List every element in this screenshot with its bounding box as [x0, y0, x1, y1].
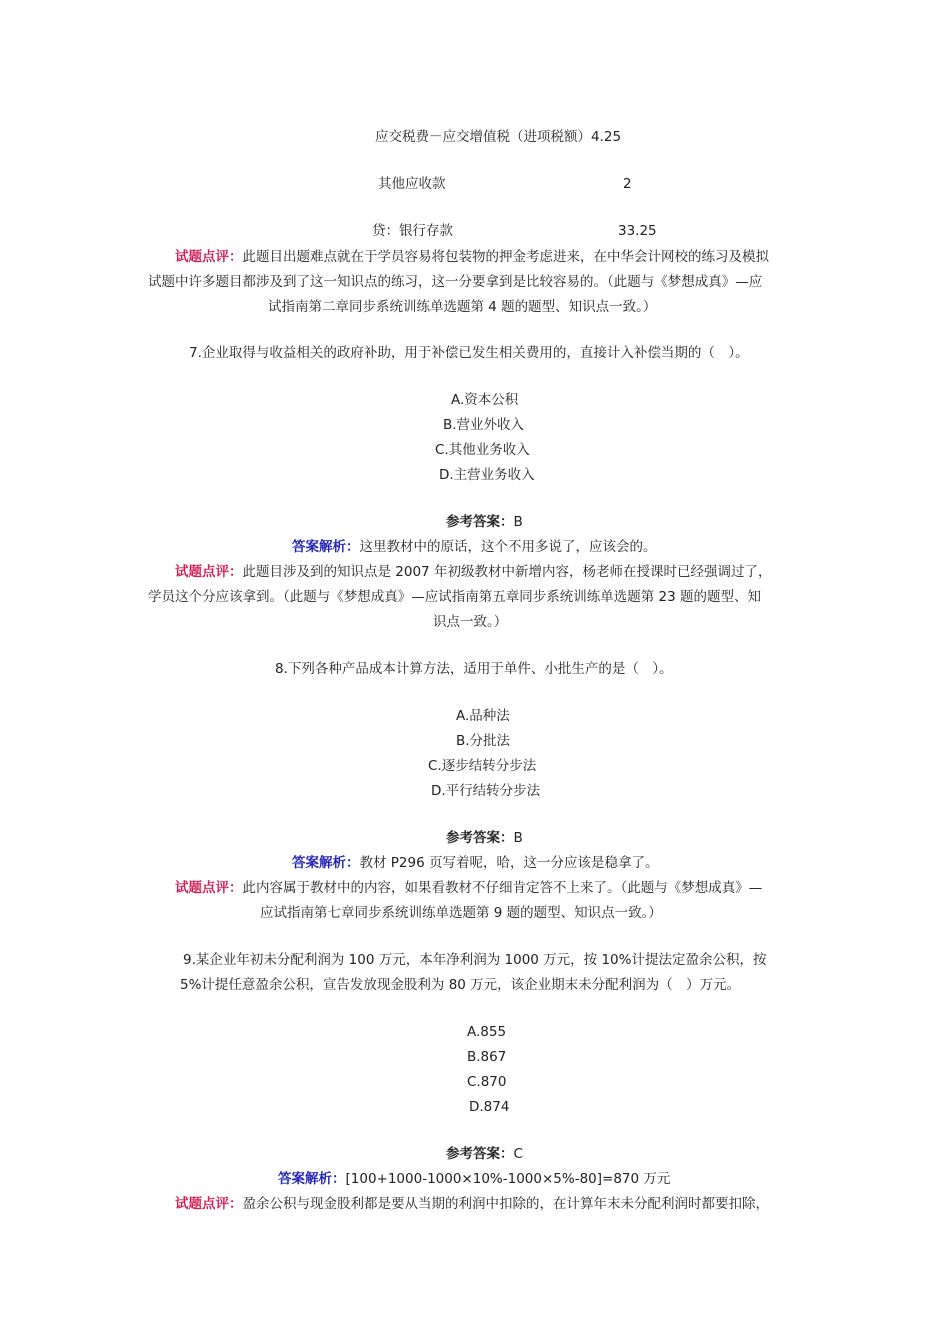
q9-question-line-2: 5%计提任意盈余公积，宣告发放现金股利为 80 万元，该企业期末未分配利润为（ ）万元。 [180, 977, 741, 993]
analysis-text: 教材 P296 页写着呢，哈，这一分应该是稳拿了。 [359, 855, 659, 871]
q8-comment-line-2: 应试指南第七章同步系统训练单选题第 9 题的题型、知识点一致。） [260, 905, 662, 921]
entry-account-2: 其他应收款 [378, 176, 446, 192]
q7-answer [446, 512, 523, 532]
comment-text: 此题目出题难点就在于学员容易将包装物的押金考虑进来，在中华会计网校的练习及模拟 [242, 249, 769, 265]
q7-option-a: A.资本公积 [451, 392, 519, 408]
q8-option-d: D.平行结转分步法 [431, 783, 541, 799]
q8-option-c: C.逐步结转分步法 [428, 758, 537, 774]
q6-comment-line-3: 试指南第二章同步系统训练单选题第 4 题的题型、知识点一致。） [268, 299, 657, 315]
q9-analysis [278, 1169, 670, 1189]
q7-question: 7.企业取得与收益相关的政府补助，用于补偿已发生相关费用的，直接计入补偿当期的（ ）。 [189, 345, 749, 361]
analysis-label: 答案解析： [278, 1171, 346, 1187]
q9-option-b: B.867 [467, 1049, 507, 1065]
q9-option-a: A.855 [467, 1024, 507, 1040]
comment-text: 此内容属于教材中的内容，如果看教材不仔细肯定答不上来了。（此题与《梦想成真》— [242, 880, 763, 896]
q7-comment-line-1 [175, 562, 771, 582]
q9-answer [446, 1144, 523, 1164]
comment-label: 试题点评： [175, 564, 243, 580]
analysis-text: 这里教材中的原话，这个不用多说了，应该会的。 [359, 539, 657, 555]
q7-comment-line-2: 学员这个分应该拿到。（此题与《梦想成真》—应试指南第五章同步系统训练单选题第 23 题的题型、知 [148, 589, 762, 605]
q9-option-c: C.870 [467, 1074, 507, 1090]
q8-analysis [292, 853, 659, 873]
comment-label: 试题点评： [175, 249, 243, 265]
q8-answer [446, 828, 523, 848]
q8-question: 8.下列各种产品成本计算方法，适用于单件、小批生产的是（ ）。 [275, 661, 673, 677]
q9-question-line-1: 9.某企业年初未分配利润为 100 万元，本年净利润为 1000 万元，按 10%计提法定盈余公积，按 [183, 952, 767, 968]
q8-option-b: B.分批法 [456, 733, 511, 749]
answer-value: B [513, 830, 523, 846]
analysis-text: [100+1000-1000×10%-1000×5%-80]=870 万元 [345, 1171, 671, 1187]
q9-option-d: D.874 [469, 1099, 510, 1115]
analysis-label: 答案解析： [292, 539, 360, 555]
entry-amount-3: 33.25 [618, 223, 657, 239]
comment-label: 试题点评： [175, 1196, 243, 1212]
q7-analysis [292, 537, 657, 557]
answer-value: B [513, 514, 523, 530]
answer-label: 参考答案： [446, 830, 514, 846]
q8-comment-line-1 [175, 878, 762, 898]
q7-option-b: B.营业外收入 [443, 417, 525, 433]
comment-text: 此题目涉及到的知识点是 2007 年初级教材中新增内容，杨老师在授课时已经强调过了， [242, 564, 772, 580]
answer-value: C [513, 1146, 523, 1162]
q7-option-d: D.主营业务收入 [439, 467, 535, 483]
answer-label: 参考答案： [446, 514, 514, 530]
comment-label: 试题点评： [175, 880, 243, 896]
q7-option-c: C.其他业务收入 [435, 442, 530, 458]
entry-line-1: 应交税费－应交增值税（进项税额）4.25 [375, 129, 622, 145]
analysis-label: 答案解析： [292, 855, 360, 871]
answer-label: 参考答案： [446, 1146, 514, 1162]
q7-comment-line-3: 识点一致。） [433, 614, 508, 630]
entry-account-3: 贷：银行存款 [372, 223, 453, 239]
q6-comment-line-2: 试题中许多题目都涉及到了这一知识点的练习，这一分要拿到是比较容易的。（此题与《梦想成真》—应 [148, 274, 763, 290]
q6-comment-line-1 [175, 247, 769, 267]
comment-text: 盈余公积与现金股利都是要从当期的利润中扣除的，在计算年末未分配利润时都要扣除， [242, 1196, 769, 1212]
q9-comment-line-1 [175, 1194, 769, 1214]
q8-option-a: A.品种法 [456, 708, 510, 724]
entry-amount-2: 2 [623, 176, 632, 192]
